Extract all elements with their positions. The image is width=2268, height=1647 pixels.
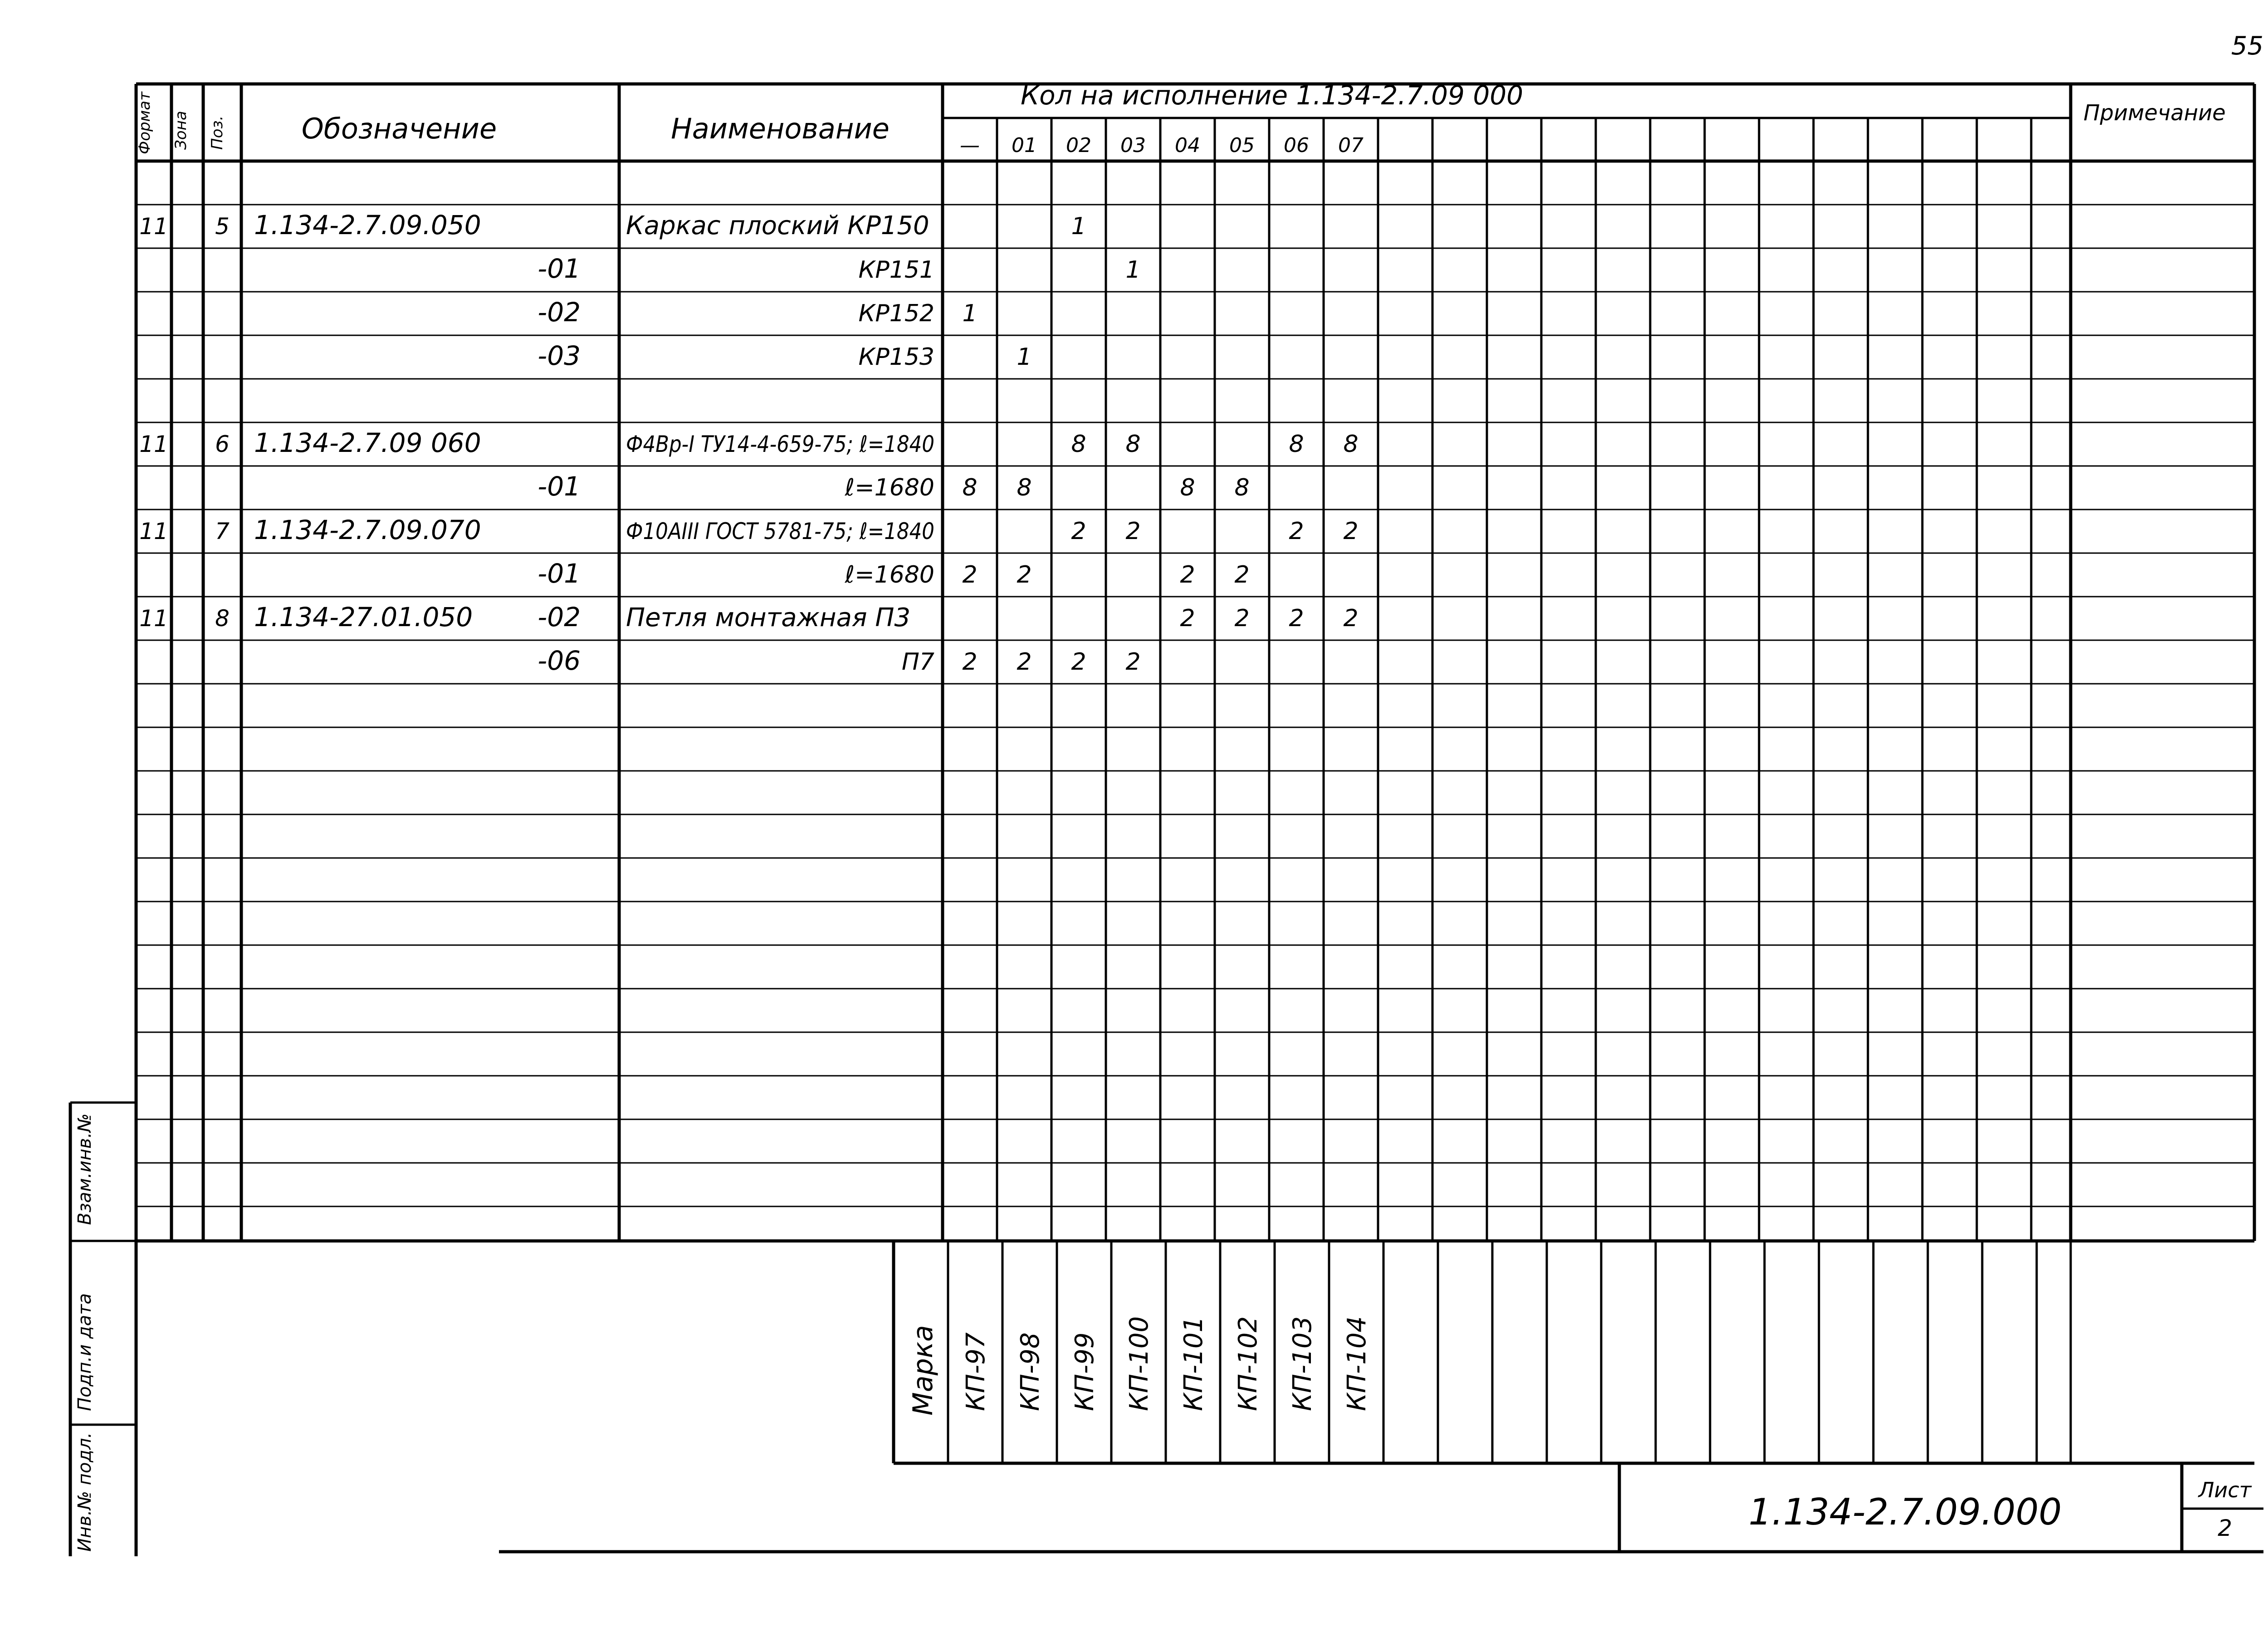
cell-qty: 2 xyxy=(1017,561,1032,588)
cell-qty: 1 xyxy=(1125,256,1141,284)
cell-variant: -06 xyxy=(538,645,581,676)
mark-label: КП-102 xyxy=(1233,1316,1263,1411)
cell-qty: 2 xyxy=(1017,648,1032,676)
cell-variant: -01 xyxy=(538,558,581,589)
side-label-replace-inv: Взам.инв.№ xyxy=(74,1113,95,1225)
table-grid xyxy=(70,84,2263,1556)
cell-pos: 5 xyxy=(215,213,230,240)
cell-name: КР151 xyxy=(858,256,934,284)
table-rows xyxy=(139,210,1358,676)
mark-label: КП-103 xyxy=(1288,1316,1317,1411)
mark-label: КП-97 xyxy=(961,1332,991,1411)
mark-label: КП-100 xyxy=(1124,1316,1154,1411)
variant-header: 03 xyxy=(1120,134,1146,157)
cell-qty: 8 xyxy=(1289,431,1304,458)
cell-qty: 1 xyxy=(1017,343,1032,371)
cell-format: 11 xyxy=(139,518,168,544)
variant-header: 01 xyxy=(1012,134,1037,157)
cell-pos: 7 xyxy=(215,518,230,544)
variant-header: 02 xyxy=(1066,134,1091,157)
marka-label: Марка xyxy=(907,1325,939,1416)
header-zone: Зона xyxy=(172,111,190,150)
variant-header: 06 xyxy=(1284,134,1309,157)
variant-header: 05 xyxy=(1229,134,1255,157)
page-number: 55 xyxy=(2231,31,2263,61)
cell-variant: -02 xyxy=(538,297,581,328)
side-label-sign-date: Подп.и дата xyxy=(74,1293,95,1411)
cell-qty: 2 xyxy=(1071,518,1086,545)
cell-designation: 1.134-27.01.050 xyxy=(254,602,473,632)
cell-qty: 2 xyxy=(1289,518,1304,545)
cell-qty: 2 xyxy=(1343,605,1359,632)
variant-header: 07 xyxy=(1338,134,1364,157)
cell-qty: 2 xyxy=(1180,561,1195,588)
cell-qty: 8 xyxy=(1343,431,1359,458)
cell-qty: 8 xyxy=(1125,431,1141,458)
cell-qty: 1 xyxy=(1071,213,1086,240)
cell-pos: 8 xyxy=(215,605,230,632)
cell-qty: 2 xyxy=(1289,605,1304,632)
mark-label: КП-104 xyxy=(1342,1316,1372,1411)
cell-qty: 2 xyxy=(1234,561,1250,588)
cell-name: ℓ=1680 xyxy=(845,561,934,588)
variant-header: — xyxy=(960,134,980,157)
cell-qty: 2 xyxy=(1071,648,1086,676)
sheet-number: 2 xyxy=(2218,1515,2232,1541)
cell-designation: 1.134-2.7.09.050 xyxy=(254,210,481,240)
mark-label: КП-98 xyxy=(1016,1332,1045,1411)
cell-pos: 6 xyxy=(215,431,230,457)
cell-name: Ф10АIII ГОСТ 5781-75; ℓ=1840 xyxy=(626,518,934,544)
header-qty-title: Кол на исполнение 1.134-2.7.09 000 xyxy=(1021,80,1524,111)
header-format: Формат xyxy=(136,92,154,154)
header-pos: Поз. xyxy=(208,115,226,150)
cell-qty: 2 xyxy=(1125,518,1141,545)
variant-header: 04 xyxy=(1175,134,1200,157)
cell-qty: 1 xyxy=(962,300,978,327)
cell-format: 11 xyxy=(139,213,168,240)
cell-name: Петля монтажная П3 xyxy=(626,603,911,632)
cell-name: Каркас плоский КР150 xyxy=(626,211,929,240)
cell-qty: 8 xyxy=(1071,431,1086,458)
cell-qty: 8 xyxy=(1017,474,1032,501)
variant-headers xyxy=(960,134,1364,157)
cell-qty: 2 xyxy=(1125,648,1141,676)
cell-format: 11 xyxy=(139,431,168,457)
cell-designation: 1.134-2.7.09 060 xyxy=(254,427,481,458)
header-designation: Обозначение xyxy=(301,112,497,145)
cell-qty: 8 xyxy=(1180,474,1195,501)
doc-number: 1.134-2.7.09.000 xyxy=(1748,1491,2062,1533)
header-name: Наименование xyxy=(671,112,890,145)
cell-name: Ф4Вр-I ТУ14-4-659-75; ℓ=1840 xyxy=(626,431,934,457)
cell-qty: 2 xyxy=(1234,605,1250,632)
cell-qty: 2 xyxy=(1343,518,1359,545)
mark-label: КП-99 xyxy=(1070,1332,1100,1411)
side-label-inv-orig: Инв.№ подл. xyxy=(74,1432,95,1552)
cell-qty: 2 xyxy=(1180,605,1195,632)
sheet-label: Лист xyxy=(2198,1478,2252,1502)
cell-variant: -01 xyxy=(538,471,581,502)
header-note: Примечание xyxy=(2083,100,2226,126)
cell-qty: 8 xyxy=(1234,474,1250,501)
cell-variant: -02 xyxy=(538,602,581,632)
cell-format: 11 xyxy=(139,605,168,632)
cell-variant: -01 xyxy=(538,253,581,284)
cell-designation: 1.134-2.7.09.070 xyxy=(254,515,481,545)
cell-name: ℓ=1680 xyxy=(845,474,934,501)
cell-qty: 2 xyxy=(962,561,978,588)
cell-name: КР153 xyxy=(858,343,934,371)
mark-label: КП-101 xyxy=(1179,1316,1208,1411)
cell-name: КР152 xyxy=(858,300,934,327)
cell-qty: 8 xyxy=(962,474,978,501)
cell-variant: -03 xyxy=(538,340,581,371)
cell-name: П7 xyxy=(901,648,934,676)
cell-qty: 2 xyxy=(962,648,978,676)
